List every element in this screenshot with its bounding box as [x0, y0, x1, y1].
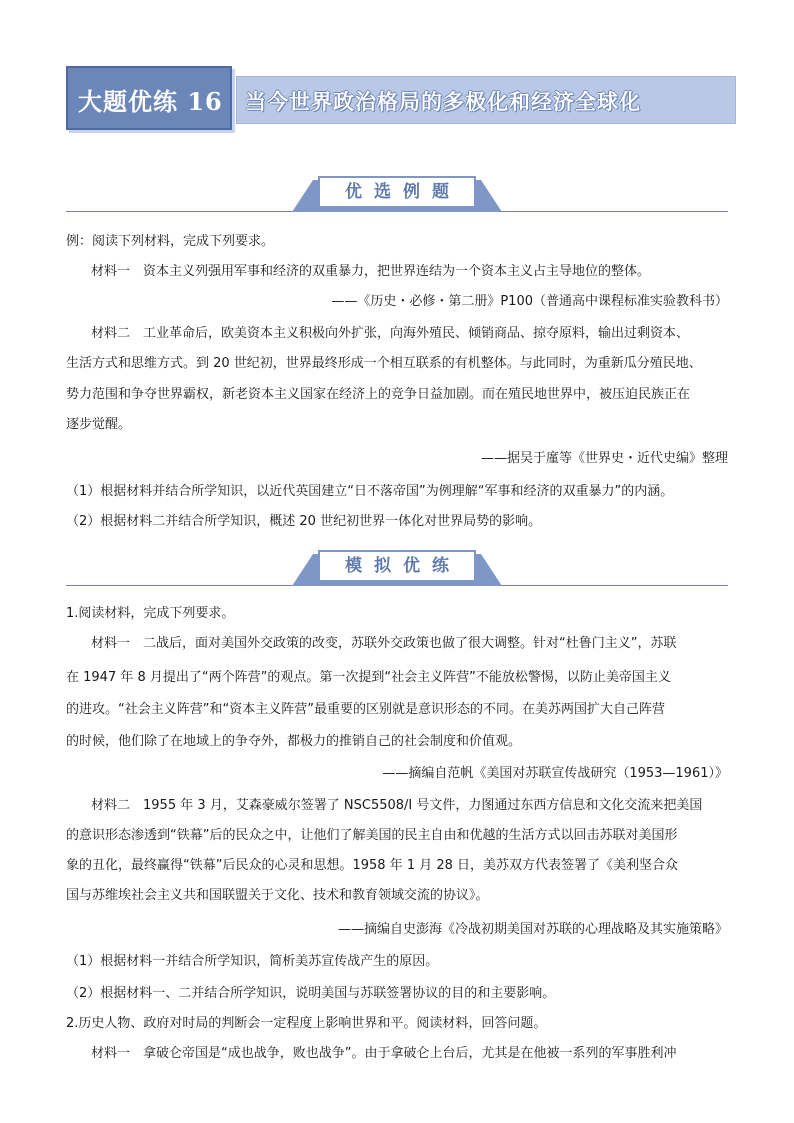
problem-1-material-2-source: ——摘编自史澎海《冷战初期美国对苏联的心理战略及其实施策略》	[337, 922, 728, 937]
section-title: 优选例题	[345, 182, 461, 202]
problem-1-material-2-line-4: 国与苏维埃社会主义共和国联盟关于文化、技术和教育领域交流的协议》。	[66, 888, 489, 903]
example-material-2-line-4: 逐步觉醒。	[66, 417, 132, 432]
example-material-2-line-2: 生活方式和思维方式。到 20 世纪初，世界最终形成一个相互联系的有机整体。与此同时，为重新瓜分殖民地、	[66, 356, 702, 371]
problem-2-intro: 2.历史人物、政府对时局的判断会一定程度上影响世界和平。阅读材料，回答问题。	[66, 1016, 547, 1031]
example-material-1: 材料一 资本主义列强用军事和经济的双重暴力，把世界连结为一个资本主义占主导地位的整体。	[91, 264, 651, 279]
problem-1-material-1-line-2: 在 1947 年 8 月提出了“两个阵营”的观点。第一次提到“社会主义阵营”不能放松警惕，以防止美帝国主义	[66, 670, 671, 685]
problem-1-material-1-source: ——摘编自范帆《美国对苏联宣传战研究（1953—1961）》	[382, 766, 728, 781]
banner-title-box	[236, 76, 736, 124]
example-material-2-line-3: 势力范围和争夺世界霸权，新老资本主义国家在经济上的竞争日益加剧。而在殖民地世界中，被压迫民族正在	[66, 387, 691, 402]
section-header-practice	[66, 546, 728, 586]
problem-1-question-2: （2）根据材料一、二并结合所学知识，说明美国与苏联签署协议的目的和主要影响。	[66, 986, 556, 1001]
section-header-examples	[66, 172, 728, 212]
problem-1-intro: 1.阅读材料，完成下列要求。	[66, 606, 235, 621]
problem-1-material-2-line-2: 的意识形态渗透到“铁幕”后的民众之中，让他们了解美国的民主自由和优越的生活方式以回击苏联对美国形	[66, 828, 678, 843]
example-intro: 例：阅读下列材料，完成下列要求。	[66, 234, 275, 249]
banner-label: 大题优练 16	[78, 87, 223, 116]
section-tab	[318, 176, 476, 208]
banner-label-box	[66, 66, 232, 130]
title-banner	[66, 66, 736, 130]
problem-1-material-2-line-1: 材料二 1955 年 3 月，艾森豪威尔签署了 NSC5508/I 号文件，力图通过东西方信息和文化交流来把美国	[91, 798, 703, 813]
problem-1-material-1-line-1: 材料一 二战后，面对美国外交政策的改变，苏联外交政策也做了很大调整。针对“杜鲁门主义”，苏联	[91, 636, 677, 651]
example-material-2-source: ——据吴于廑等《世界史・近代史编》整理	[480, 451, 728, 466]
example-question-1: （1）根据材料并结合所学知识，以近代英国建立“日不落帝国”为例理解“军事和经济的双重暴力”的内涵。	[66, 484, 674, 499]
section-title: 模拟优练	[345, 556, 461, 576]
problem-1-material-1-line-4: 的时候，他们除了在地域上的争夺外，都极力的推销自己的社会制度和价值观。	[66, 734, 522, 749]
page-title: 当今世界政治格局的多极化和经济全球化	[245, 89, 641, 114]
example-question-2: （2）根据材料二并结合所学知识，概述 20 世纪初世界一体化对世界局势的影响。	[66, 514, 542, 529]
problem-1-material-2-line-3: 象的丑化，最终赢得“铁幕”后民众的心灵和思想。1958 年 1 月 28 日，美苏双方代表签署了《美利坚合众	[66, 858, 679, 873]
example-material-2-line-1: 材料二 工业革命后，欧美资本主义积极向外扩张，向海外殖民、倾销商品、掠夺原料，输出过剩资本、	[91, 326, 690, 341]
example-material-1-source: ——《历史・必修・第二册》P100（普通高中课程标准实验教科书）	[331, 294, 728, 309]
problem-2-material-1-line-1: 材料一 拿破仑帝国是“成也战争，败也战争”。由于拿破仑上台后，尤其是在他被一系列的军事胜利冲	[91, 1046, 677, 1061]
problem-1-material-1-line-3: 的进攻。“社会主义阵营”和“资本主义阵营”最重要的区别就是意识形态的不同。在美苏两国扩大自己阵营	[66, 702, 665, 717]
problem-1-question-1: （1）根据材料一并结合所学知识，简析美苏宣传战产生的原因。	[66, 954, 439, 969]
section-tab	[318, 550, 476, 582]
